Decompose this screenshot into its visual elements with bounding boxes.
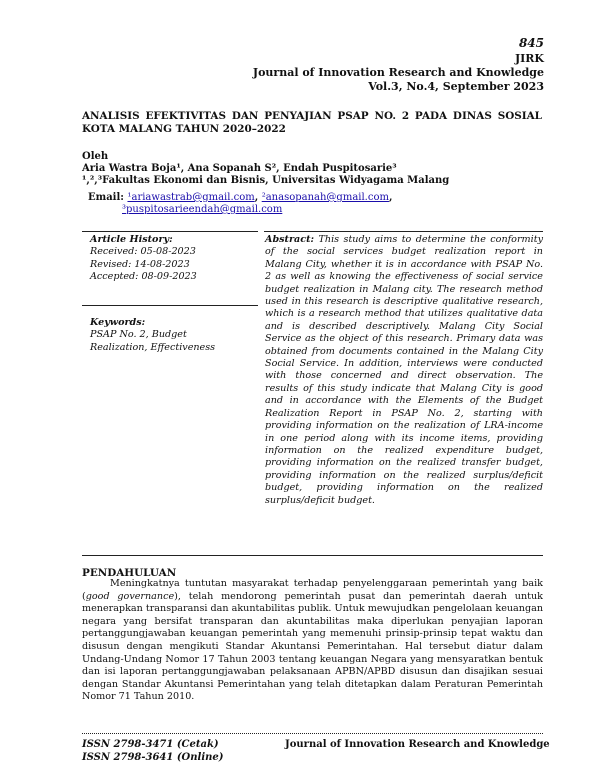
issn-online: ISSN 2798-3641 (Online) xyxy=(82,752,224,763)
abstract-text: This study aims to determine the conformity of the social services budget realization report in Malang City, whether it is in accordance with PSAP No. 2 as well as knowing the effectiveness of social service budget realization in Malang city. The research method used in this research is descriptive qualitative research, which is a research method that utilizes qualitative data and is described descriptively. Malang City Social Service as the object of this research. Primary data was obtained from documents contained in the Malang City Social Service. In addition, interviews were conducted with those concerned and direct observation. The results of this study indicate that Malang City is good and in accordance with the Elements of the Budget Realization Report in PSAP No. 2, starting with providing information on the realization of LRA-income in one period along with its income items, providing information on the realized expenditure budget, providing information on the realized transfer budget, providing information on the realized surplus/deficit budget, providing information on the realized surplus/deficit budget. xyxy=(265,234,543,506)
keywords-line-1: PSAP No. 2, Budget xyxy=(90,329,187,341)
email-line-2 xyxy=(122,204,282,216)
article-title: ANALISIS EFEKTIVITAS DAN PENYAJIAN PSAP NO. 2 PADA DINAS SOSIAL KOTA MALANG TAHUN 2020–2022 xyxy=(82,110,542,135)
affiliation: ¹,²,³Fakultas Ekonomi dan Bisnis, Universitas Widyagama Malang xyxy=(82,175,450,186)
abstract-top-rule xyxy=(264,231,543,232)
history-top-rule xyxy=(82,231,258,232)
author-names: Aria Wastra Boja¹, Ana Sopanah S², Endah Puspitosarie³ xyxy=(82,163,397,174)
author-block xyxy=(82,151,449,187)
abstract-bottom-rule xyxy=(82,555,543,556)
journal-abbrev: JIRK xyxy=(514,52,544,65)
footer-rule xyxy=(82,733,543,734)
keywords-line-2: Realization, Effectiveness xyxy=(90,341,216,353)
email-line: Email: ¹ariawastrab@gmail.com, ²anasopanah@gmail.com, xyxy=(88,192,393,203)
email-label: Email: xyxy=(88,192,124,203)
intro-italic-term: good governance xyxy=(85,590,175,602)
issn-print: ISSN 2798-3471 (Cetak) xyxy=(82,739,219,750)
email-link-2[interactable]: ²anasopanah@gmail.com xyxy=(261,192,389,203)
accepted-date: Accepted: 08-09-2023 xyxy=(90,271,197,283)
revised-date: Revised: 14-08-2023 xyxy=(90,258,190,270)
journal-name: Journal of Innovation Research and Knowledge xyxy=(252,66,544,79)
section-heading: PENDAHULUAN xyxy=(82,567,177,579)
keywords-block xyxy=(90,317,215,354)
article-history xyxy=(90,234,197,284)
abstract xyxy=(265,234,543,507)
intro-text-rest: ), telah mendorong pemerintah pusat dan pemerintah daerah untuk menerapkan transparansi dan akuntabilitas publik. Untuk mewujudkan pengelolaan keuangan negara yang bersifat transparan dan akuntabilitas maka diperlukan penyajian laporan pertanggungjawaban keuangan pemerintah yang memenuhi prinsip-prinsip tepat waktu dan disusun dengan mengikuti Standar Akuntansi Pemerintahan. Hal tersebut diatur dalam Undang-Undang Nomor 17 Tahun 2003 tentang keuangan Negara yang mensyaratkan bentuk dan isi laporan pertanggungjawaban pelaksanaan APBN/APBD disusun dan disajikan sesuai dengan Standar Akuntansi Pemerintahan yang telah ditetapkan dalam Peraturan Pemerintah Nomor 71 Tahun 2010. xyxy=(82,590,543,703)
footer-journal-name: Journal of Innovation Research and Knowledge xyxy=(285,739,550,750)
email-link-3[interactable]: ³puspitosarieendah@gmail.com xyxy=(122,204,283,215)
footer-issn xyxy=(82,738,224,764)
abstract-label: Abstract: xyxy=(265,234,315,245)
intro-text-start: Meningkatnya tuntutan masyarakat terhadap penyelenggaraan pemerintah yang baik ( xyxy=(82,578,543,602)
received-date: Received: 05-08-2023 xyxy=(90,246,196,258)
intro-paragraph xyxy=(82,578,543,704)
page-number: 845 xyxy=(518,36,544,50)
keywords-label: Keywords: xyxy=(90,317,146,328)
by-label: Oleh xyxy=(82,151,109,162)
email-link-1[interactable]: ¹ariawastrab@gmail.com xyxy=(127,192,255,203)
history-label: Article History: xyxy=(90,234,173,245)
keywords-top-rule xyxy=(82,305,258,306)
journal-header xyxy=(253,52,544,94)
volume-issue: Vol.3, No.4, September 2023 xyxy=(368,80,544,93)
